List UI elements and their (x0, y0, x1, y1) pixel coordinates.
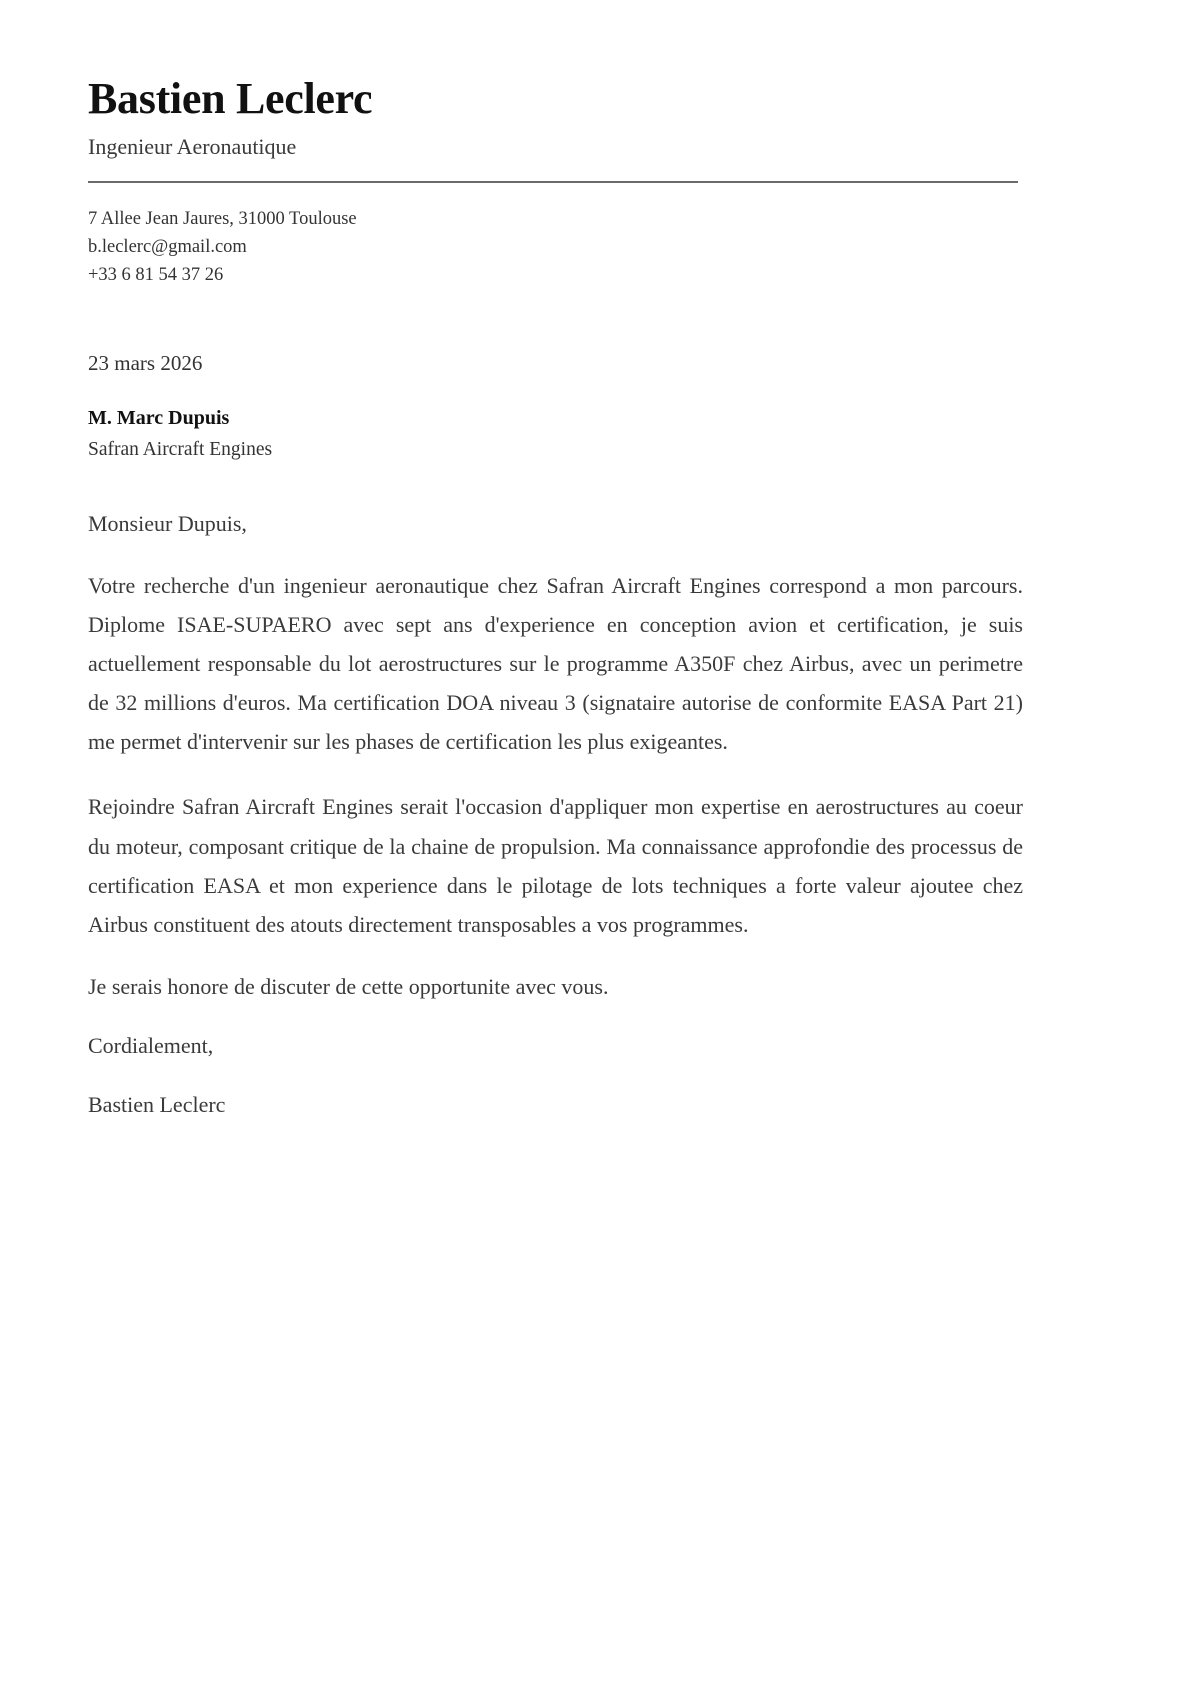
job-title-subtitle: Ingenieur Aeronautique (88, 134, 297, 160)
letter-date: 23 mars 2026 (88, 351, 203, 376)
closing-request: Je serais honore de discuter de cette opportunite avec vous. (88, 974, 609, 1000)
page-title: Bastien Leclerc (88, 74, 373, 123)
contact-block (88, 205, 1018, 289)
recipient-name: M. Marc Dupuis (88, 407, 230, 430)
recipient-company: Safran Aircraft Engines (88, 439, 273, 461)
sign-off: Cordialement, (88, 1033, 214, 1059)
signature-name: Bastien Leclerc (88, 1092, 226, 1118)
body-paragraph-2: Rejoindre Safran Aircraft Engines serait l'occasion d'appliquer mon expertise en aerostructures au coeur du moteur, composant critique de la chaine de propulsion. Ma connaissance approfondie des processus de certification EASA et mon experience dans le pilotage de lots techniques a forte valeur ajoutee chez Airbus constituent des atouts directement transposables a vos programmes. (88, 794, 1023, 937)
contact-email: b.leclerc@gmail.com (88, 236, 247, 257)
body-paragraph-1: Votre recherche d'un ingenieur aeronautique chez Safran Aircraft Engines correspond a mon parcours. Diplome ISAE-SUPAERO avec sept ans d'experience en conception avion et certification, je suis actuellement responsable du lot aerostructures sur le programme A350F chez Airbus, avec un perimetre de 32 millions d'euros. Ma certification DOA niveau 3 (signataire autorise de conformite EASA Part 21) me permet d'intervenir sur les phases de certification les plus exigeantes. (88, 572, 1023, 755)
contact-address: 7 Allee Jean Jaures, 31000 Toulouse (88, 208, 357, 229)
salutation: Monsieur Dupuis, (88, 510, 247, 536)
contact-phone: +33 6 81 54 37 26 (88, 264, 224, 285)
header-divider (88, 181, 1018, 183)
